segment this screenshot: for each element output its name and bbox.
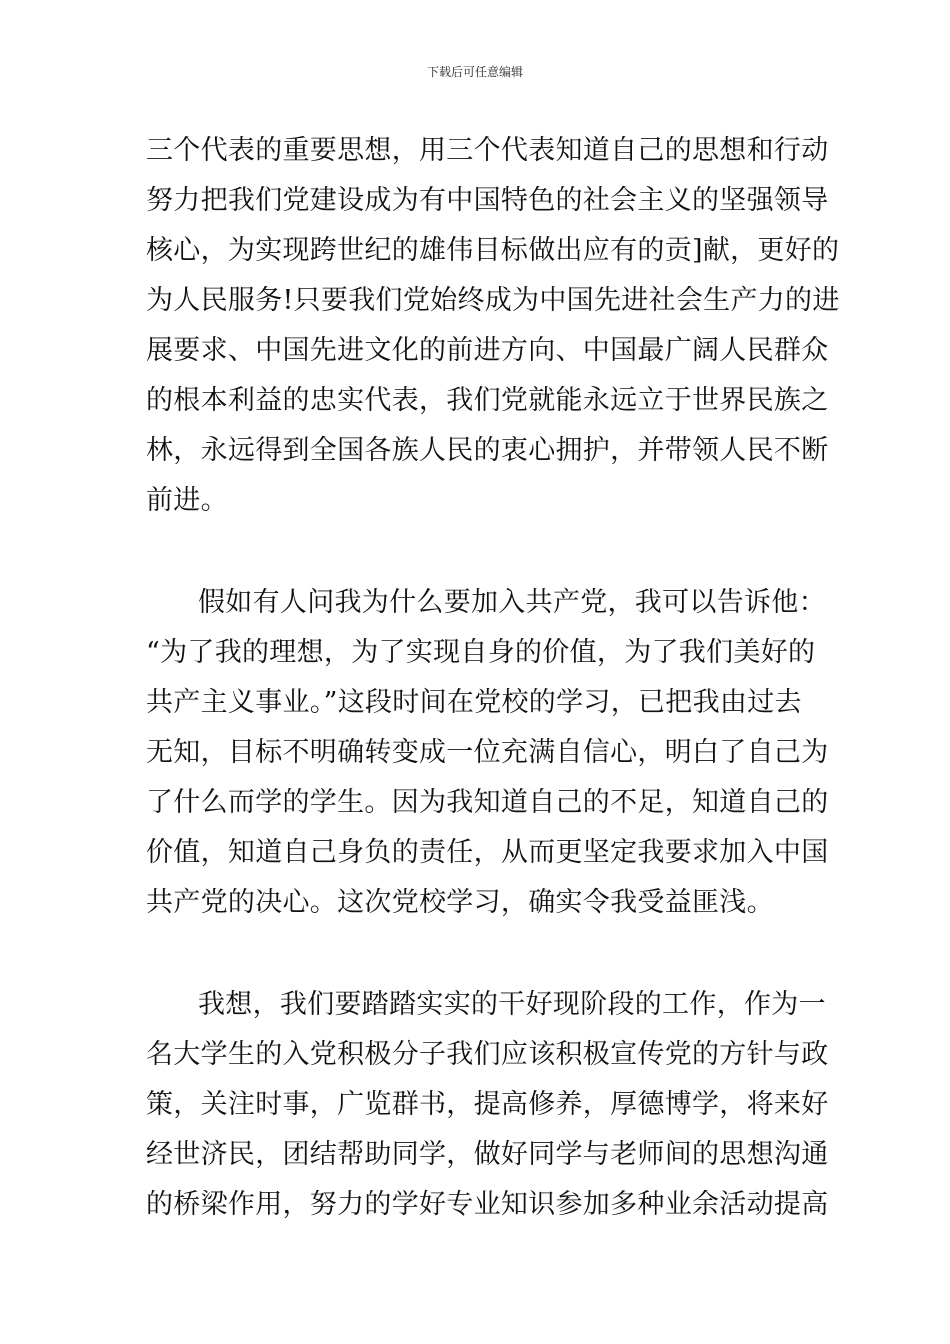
text-line: 策，关注时事，广览群书，提高修养，厚德博学，将来好 <box>146 1089 829 1120</box>
text-line: 努力把我们党建设成为有中国特色的社会主义的坚强领导 <box>146 185 829 216</box>
text-line: 林，永远得到全国各族人民的衷心拥护，并带领人民不断 <box>146 435 829 466</box>
page-header: 下载后可任意编辑 <box>426 65 523 79</box>
text-line: 三个代表的重要思想，用三个代表知道自己的思想和行动 <box>146 135 829 166</box>
text-line: 共产主义事业。”这段时间在党校的学习，已把我由过去 <box>146 687 802 718</box>
paragraph-2 <box>146 578 829 928</box>
paragraph-1 <box>146 126 840 526</box>
text-line: “为了我的理想，为了实现自身的价值，为了我们美好的 <box>146 637 816 668</box>
paragraph-spacer <box>146 928 818 980</box>
text-line: 的桥梁作用，努力的学好专业知识参加多种业余活动提高 <box>146 1189 829 1220</box>
text-line: 名大学生的入党积极分子我们应该积极宣传党的方针与政 <box>146 1039 829 1070</box>
text-line: 核心，为实现跨世纪的雄伟目标做出应有的贡]献，更好的 <box>146 235 840 266</box>
text-line: 价值，知道自己身负的责任，从而更坚定我要求加入中国 <box>146 837 829 868</box>
text-line: 我想，我们要踏踏实实的干好现阶段的工作，作为一 <box>198 989 826 1020</box>
document-body <box>146 126 840 1230</box>
text-line: 为人民服务!只要我们党始终成为中国先进社会生产力的进 <box>146 285 840 316</box>
text-line: 展要求、中国先进文化的前进方向、中国最广阔人民群众 <box>146 335 829 366</box>
text-line: 经世济民，团结帮助同学，做好同学与老师间的思想沟通 <box>146 1139 829 1170</box>
paragraph-3 <box>146 980 829 1230</box>
text-line: 的根本利益的忠实代表，我们党就能永远立于世界民族之 <box>146 385 829 416</box>
text-line: 假如有人问我为什么要加入共产党，我可以告诉他： <box>198 587 826 618</box>
paragraph-spacer <box>146 526 818 578</box>
text-line: 前进。 <box>146 485 228 516</box>
text-line: 了什么而学的学生。因为我知道自己的不足，知道自己的 <box>146 787 829 818</box>
text-line: 无知，目标不明确转变成一位充满自信心，明白了自己为 <box>146 737 829 768</box>
text-line: 共产党的决心。这次党校学习，确实令我受益匪浅。 <box>146 887 774 918</box>
